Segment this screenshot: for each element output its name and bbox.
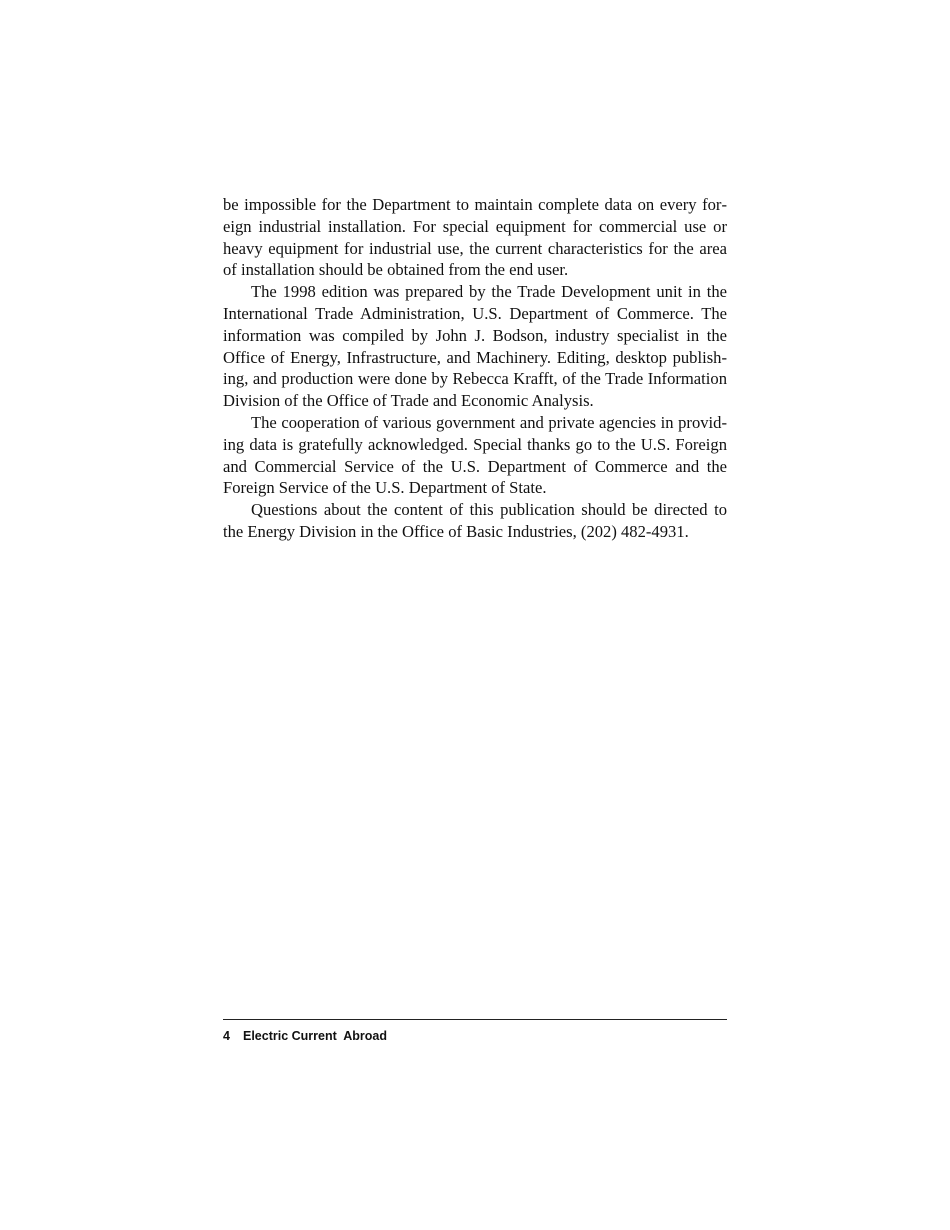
body-text — [223, 194, 727, 543]
paragraph-edition-credits: The 1998 edition was prepared by the Trade Development unit in the International Trade Administration, U.S. Department of Commerce. The information was compiled by John J. Bodson, industry specialist in the Office of Energy, Infrastructure, and Machinery. Editing, desktop publishing, and production were done by Rebecca Krafft, of the Trade Information Division of the Office of Trade and Economic Analysis. — [223, 282, 727, 411]
paragraph-continuation: be impossible for the Department to maintain complete data on every foreign industrial installation. For special equipment for commercial use or heavy equipment for industrial use, the current characteristics for the area of installation should be obtained from the end user. — [223, 195, 727, 280]
page-number: 4 — [223, 1029, 230, 1043]
footer-divider — [223, 1019, 727, 1020]
page-footer — [223, 1029, 387, 1043]
paragraph-contact: Questions about the content of this publication should be directed to the Energy Division in the Office of Basic Industries, (202) 482-4931. — [223, 500, 727, 541]
running-title: Electric Current Abroad — [243, 1029, 388, 1043]
paragraph-acknowledgments: The cooperation of various government and private agencies in providing data is gratefully acknowledged. Special thanks go to the U.S. Foreign and Commercial Service of the U.S. Department of Commerce and the Foreign Service of the U.S. Department of State. — [223, 412, 727, 498]
